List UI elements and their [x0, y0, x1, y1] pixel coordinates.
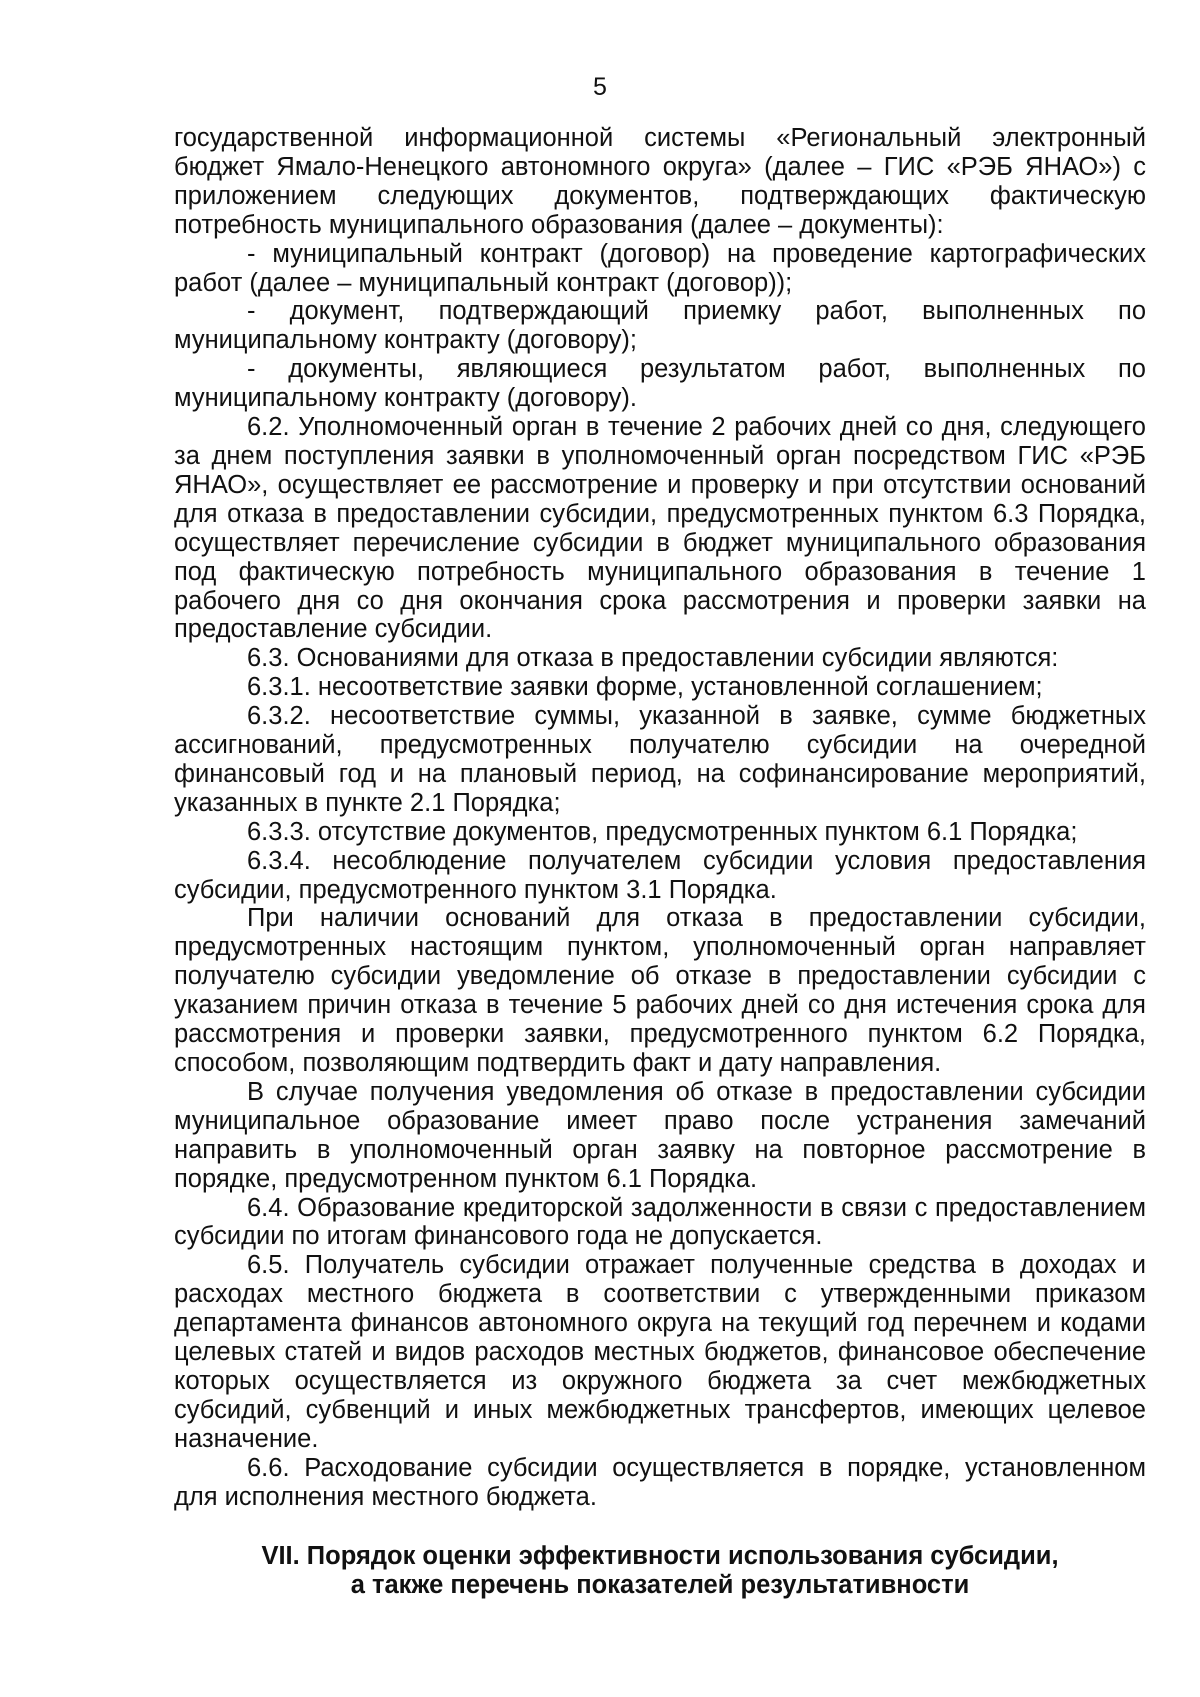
paragraph-resubmission: В случае получения уведомления об отказе в предоставлении субсидии муниципальное образование имеет право после устранения замечаний направить в уполномоченный орган заявку на повторное рассмотрение в порядке, предусмотренном пунктом 6.1 Порядка. [174, 1077, 1146, 1193]
section-heading [174, 1542, 1146, 1600]
paragraph-6-4: 6.4. Образование кредиторской задолженности в связи с предоставлением субсидии по итогам финансового года не допускается. [174, 1193, 1146, 1251]
paragraph-6-3-3: 6.3.3. отсутствие документов, предусмотренных пунктом 6.1 Порядка; [247, 817, 1078, 846]
page-number: 5 [593, 73, 607, 101]
paragraph-6-3-4: 6.3.4. несоблюдение получателем субсидии условия предоставления субсидии, предусмотренного пунктом 3.1 Порядка. [174, 846, 1146, 904]
section-heading-line-1: VII. Порядок оценки эффективности использования субсидии, [261, 1541, 1059, 1570]
paragraph-6-3-1: 6.3.1. несоответствие заявки форме, установленной соглашением; [247, 673, 1043, 702]
list-item: - муниципальный контракт (договор) на проведение картографических работ (далее – муниципальный контракт (договор)); [174, 239, 1146, 297]
paragraph-6-3-2: 6.3.2. несоответствие суммы, указанной в заявке, сумме бюджетных ассигнований, предусмотренных получателю субсидии на очередной финансовый год и на плановый период, на софинансирование мероприятий, указанных в пункте 2.1 Порядка; [174, 702, 1146, 817]
paragraph-6-2: 6.2. Уполномоченный орган в течение 2 рабочих дней со дня, следующего за днем поступления заявки в уполномоченный орган посредством ГИС «РЭБ ЯНАО», осуществляет ее рассмотрение и проверку и при отсутствии оснований для отказа в предоставлении субсидии, предусмотренных пунктом 6.3 Порядка, осуществляет перечисление субсидии в бюджет муниципального образования под фактическую потребность муниципального образования в течение 1 рабочего дня со дня окончания срока рассмотрения и проверки заявки на предоставление субсидии. [174, 413, 1146, 644]
paragraph: государственной информационной системы «Региональный электронный бюджет Ямало-Ненецкого автономного округа» (далее – ГИС «РЭБ ЯНАО») с приложением следующих документов, подтверждающих фактическую потребность муниципального образования (далее – документы): [174, 124, 1146, 239]
list-item: - документ, подтверждающий приемку работ, выполненных по муниципальному контракту (договору); [174, 297, 1146, 355]
list-item: - документы, являющиеся результатом работ, выполненных по муниципальному контракту (договору). [174, 355, 1146, 413]
paragraph-6-5: 6.5. Получатель субсидии отражает полученные средства в доходах и расходах местного бюджета в соответствии с утвержденными приказом департамента финансов автономного округа на текущий год перечнем и кодами целевых статей и видов расходов местных бюджетов, финансовое обеспечение которых осуществляется из окружного бюджета за счет межбюджетных субсидий, субвенций и иных межбюджетных трансфертов, имеющих целевое назначение. [174, 1251, 1146, 1453]
section-heading-line-2: а также перечень показателей результативности [350, 1570, 970, 1599]
paragraph-6-6: 6.6. Расходование субсидии осуществляется в порядке, установленном для исполнения местного бюджета. [174, 1453, 1146, 1511]
paragraph-refusal-notice: При наличии оснований для отказа в предоставлении субсидии, предусмотренных настоящим пунктом, уполномоченный орган направляет получателю субсидии уведомление об отказе в предоставлении субсидии с указанием причин отказа в течение 5 рабочих дней со дня истечения срока для рассмотрения и проверки заявки, предусмотренного пунктом 6.2 Порядка, способом, позволяющим подтвердить факт и дату направления. [174, 904, 1146, 1077]
document-body [174, 124, 1146, 1600]
paragraph-6-3: 6.3. Основаниями для отказа в предоставлении субсидии являются: [247, 644, 1059, 673]
